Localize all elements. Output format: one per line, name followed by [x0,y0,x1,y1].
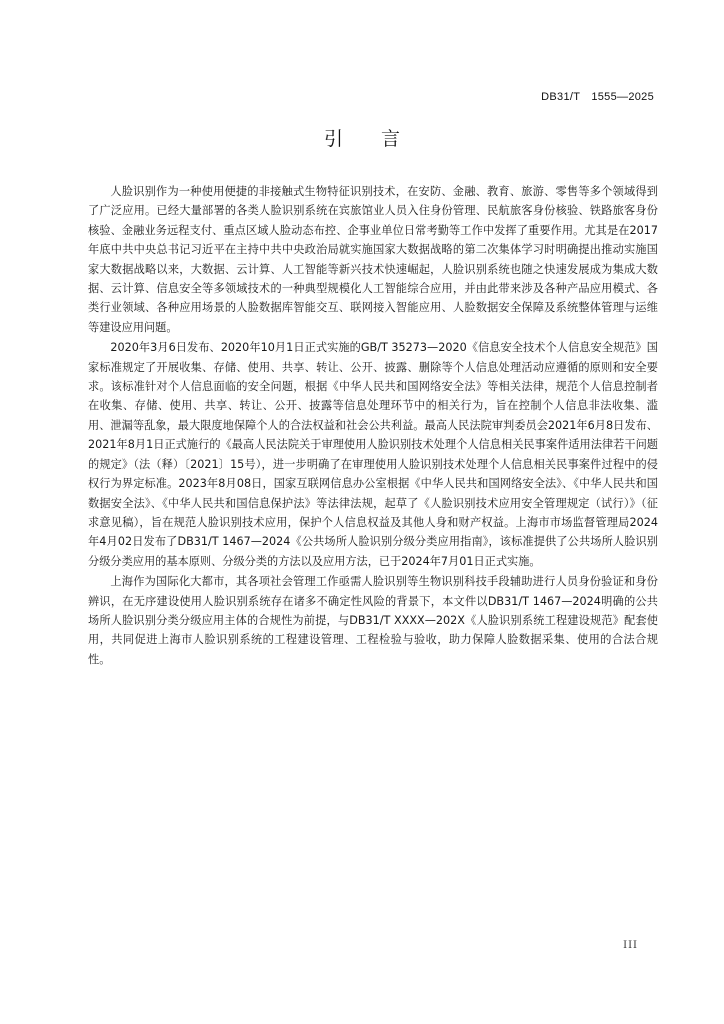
page-title: 引言 [323,128,438,150]
page-number: III [623,940,638,951]
paragraph-1: 人脸识别作为一种使用便捷的非接触式生物特征识别技术，在安防、金融、教育、旅游、零售等多个领域得到了广泛应用。已经大量部署的各类人脸识别系统在宾旅馆业人员入住身份管理、民航旅客身份核验、铁路旅客身份核验、金融业务远程支付、重点区域人脸动态布控、企事业单位日常考勤等工作中发挥了重要作用。尤其是在2017年底中共中央总书记习近平在主持中共中央政治局就实施国家大数据战略的第二次集体学习时明确提出推动实施国家大数据战略以来，大数据、云计算、人工智能等新兴技术快速崛起，人脸识别系统也随之快速发展成为集成大数据、云计算、信息安全等多领域技术的一种典型规模化人工智能综合应用，并由此带来涉及各种产品应用模式、各类行业领域、各种应用场景的人脸数据库智能交互、联网接入智能应用、人脸数据安全保障及系统整体管理与运维等建设应用问题。 [88,185,658,334]
body-text [88,182,658,670]
paragraph-2: 2020年3月6日发布、2020年10月1日正式实施的GB/T 35273—2020《信息安全技术个人信息安全规范》国家标准规定了开展收集、存储、使用、共享、转让、公开、披露、删除等个人信息处理活动应遵循的原则和安全要求。该标准针对个人信息面临的安全问题，根据《中华人民共和国网络安全法》等相关法律，规范个人信息控制者在收集、存储、使用、共享、转让、公开、披露等信息处理环节中的相关行为，旨在控制个人信息非法收集、滥用、泄漏等乱象，最大限度地保障个人的合法权益和社会公共利益。最高人民法院审判委员会2021年6月8日发布、2021年8月1日正式施行的《最高人民法院关于审理使用人脸识别技术处理个人信息相关民事案件适用法律若干问题的规定》（法（释）〔2021〕15号），进一步明确了在审理使用人脸识别技术处理个人信息相关民事案件过程中的侵权行为界定标准。2023年8月08日，国家互联网信息办公室根据《中华人民共和国网络安全法》、《中华人民共和国数据安全法》、《中华人民共和国信息保护法》等法律法规，起草了《人脸识别技术应用安全管理规定（试行）》（征求意见稿），旨在规范人脸识别技术应用，保护个人信息权益及其他人身和财产权益。上海市市场监督管理局2024年4月02日发布了DB31/T 1467—2024《公共场所人脸识别分级分类应用指南》，该标准提供了公共场所人脸识别分级分类应用的基本原则、分级分类的方法以及应用方法，已于2024年7月01日正式实施。 [88,341,658,568]
paragraph-3: 上海作为国际化大都市，其各项社会管理工作亟需人脸识别等生物识别科技手段辅助进行人员身份验证和身份辨识，在无序建设使用人脸识别系统存在诸多不确定性风险的背景下，本文件以DB31/T 1467—2024明确的公共场所人脸识别分类分级应用主体的合规性为前提，与DB31/T XXXX—202X《人脸识别系统工程建设规范》配套使用，共同促进上海市人脸识别系统的工程建设管理、工程检验与验收，助力保障人脸数据采集、使用的合法合规性。 [88,575,658,666]
standard-number: DB31/T 1555—2025 [541,91,654,103]
